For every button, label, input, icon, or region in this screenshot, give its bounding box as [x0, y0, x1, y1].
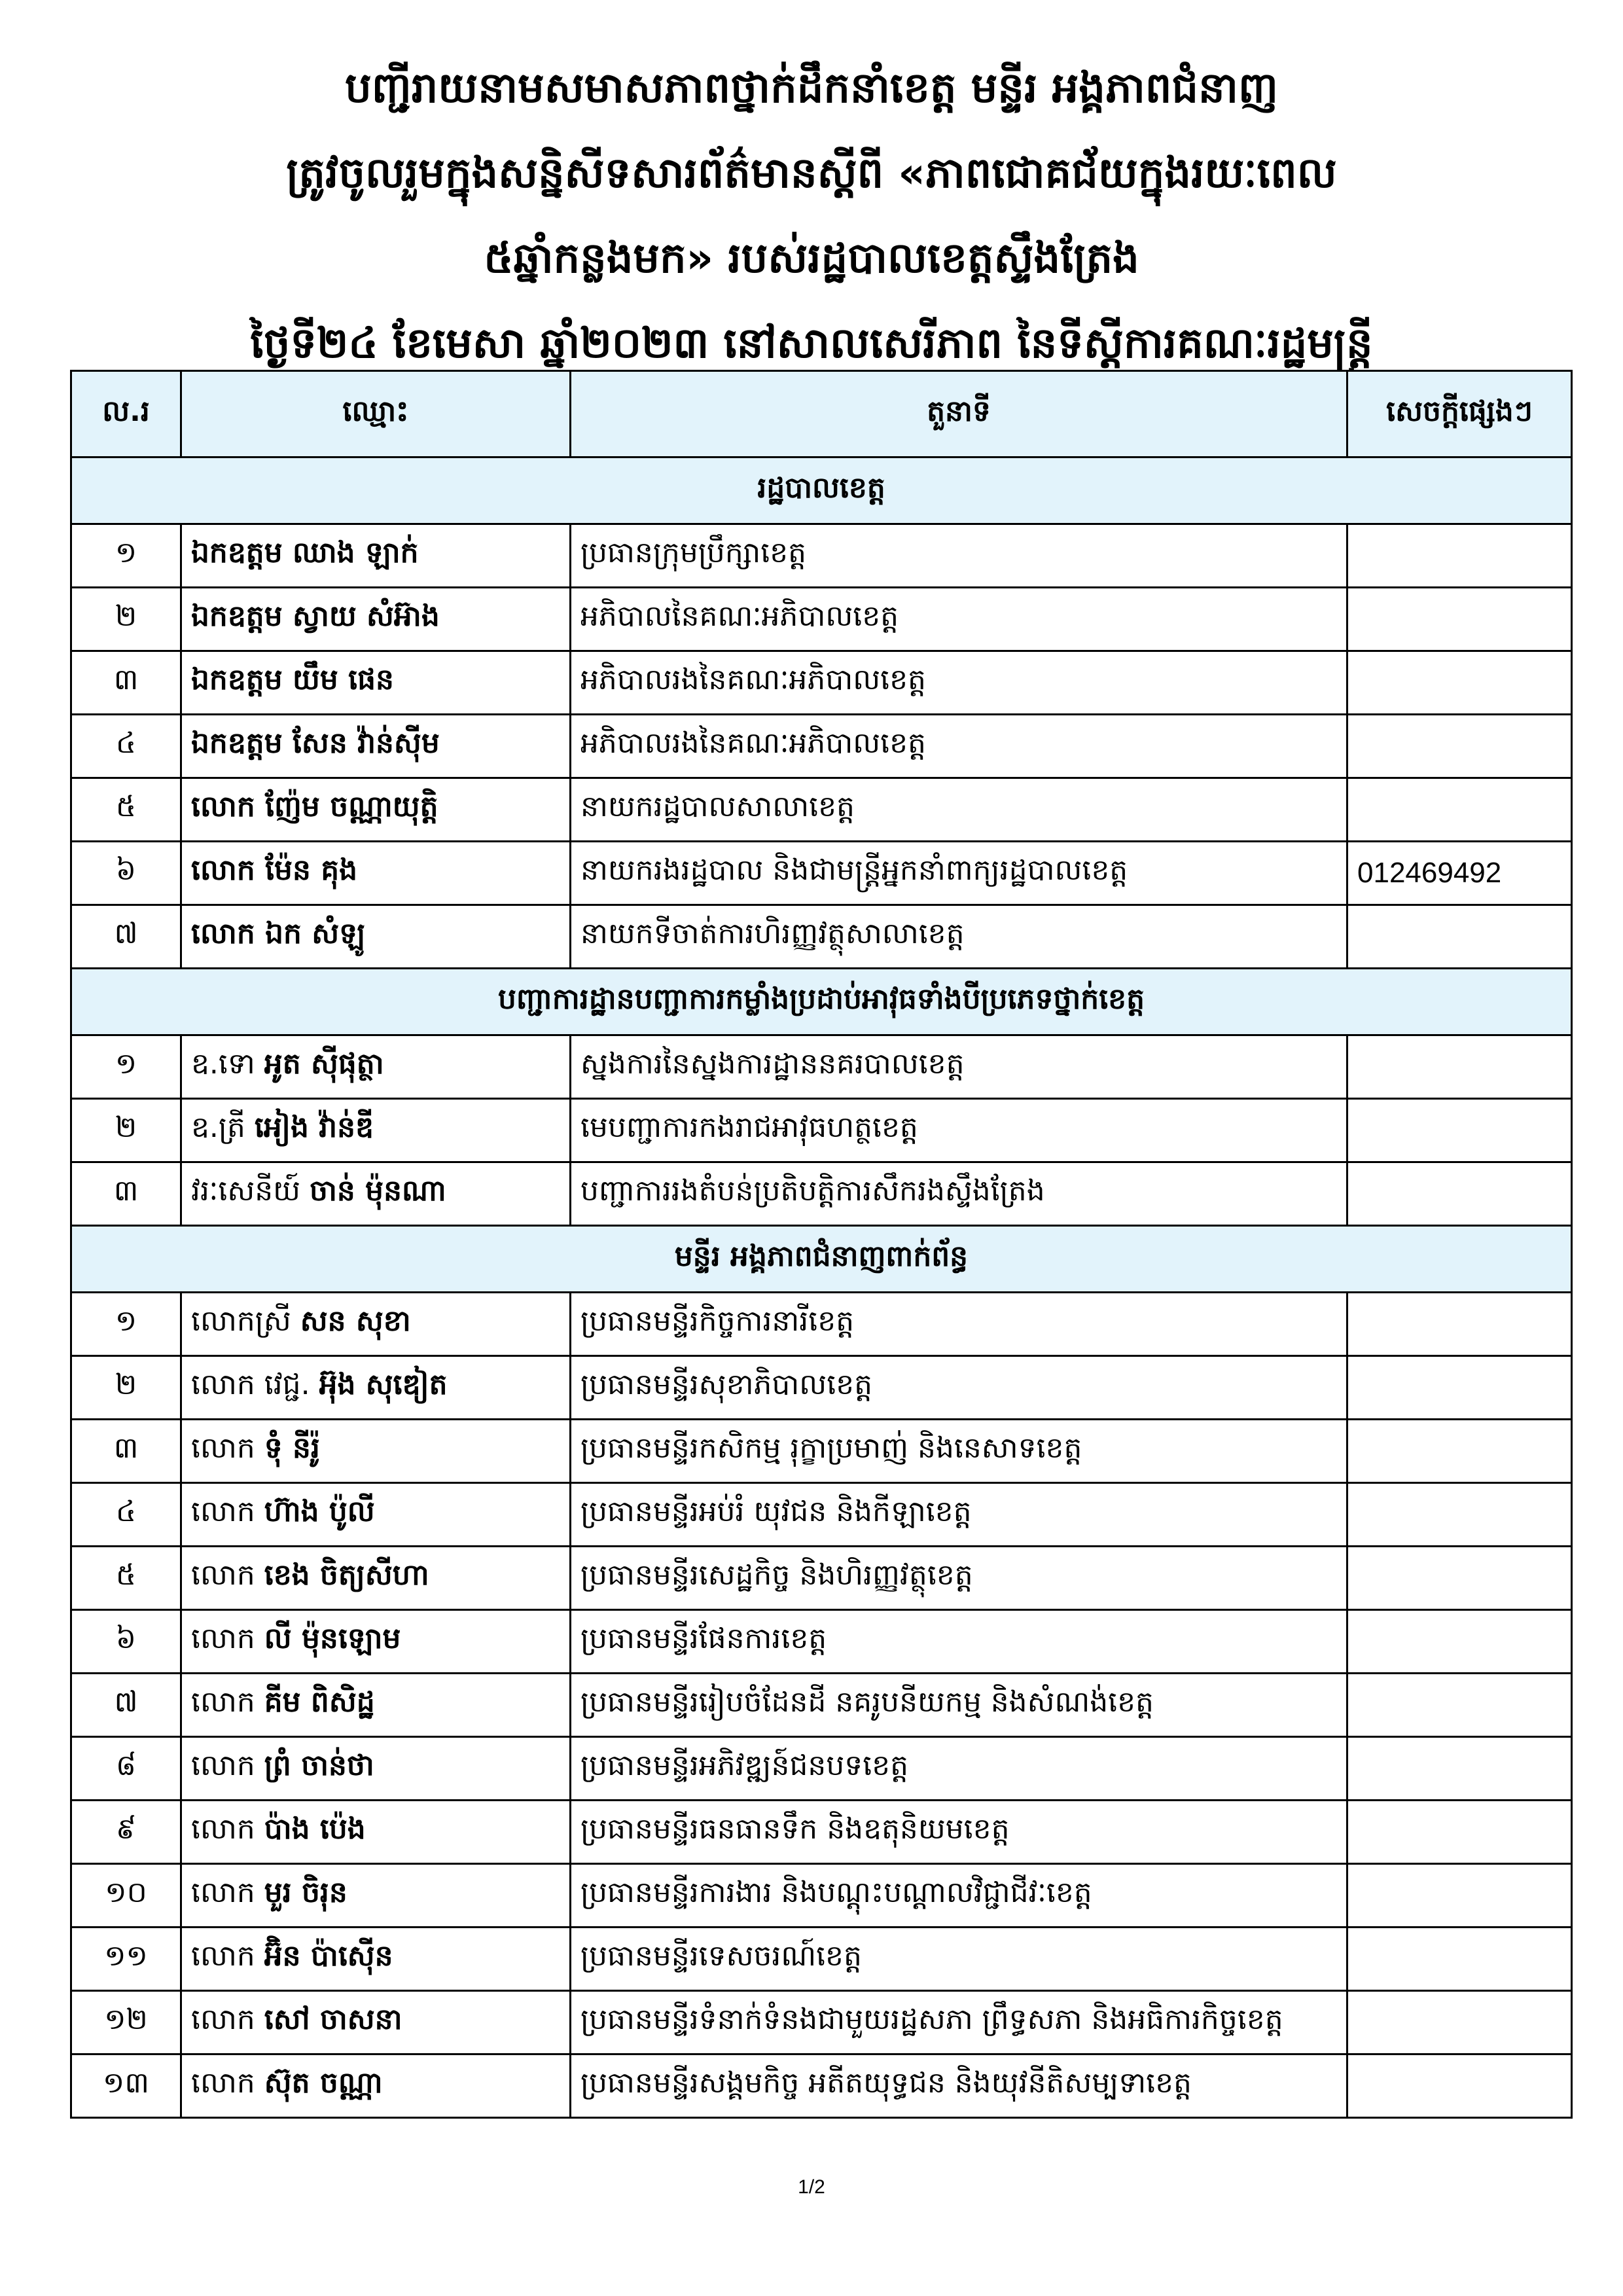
- table-row: [71, 1293, 1572, 1356]
- table-row: [71, 651, 1572, 715]
- row-number: ៣: [71, 1162, 181, 1226]
- name-prefix: លោក: [191, 1939, 264, 1973]
- attendee-name: ឯកឧត្តម យឹម ផេន: [191, 663, 394, 696]
- attendee-notes: [1347, 1864, 1572, 1928]
- name-prefix: លោក: [191, 1558, 264, 1592]
- name-prefix: លោក: [191, 1749, 264, 1782]
- attendee-notes: [1347, 1991, 1572, 2054]
- attendee-notes: [1347, 1420, 1572, 1483]
- row-number: ៣: [71, 1420, 181, 1483]
- attendee-role: អភិបាលនៃគណៈអភិបាលខេត្ត: [571, 588, 1347, 651]
- attendee-notes: [1347, 1162, 1572, 1226]
- table-row: [71, 588, 1572, 651]
- table-row: [71, 715, 1572, 778]
- page-number: 1/2: [798, 2176, 825, 2198]
- attendee-notes: [1347, 2054, 1572, 2118]
- attendee-notes: [1347, 778, 1572, 842]
- attendee-role: ប្រធានមន្ទីរអភិវឌ្ឍន៍ជនបទខេត្ត: [571, 1737, 1347, 1801]
- attendee-notes: [1347, 1483, 1572, 1547]
- row-number: ២: [71, 1099, 181, 1162]
- name-prefix: លោក: [191, 1431, 264, 1465]
- title-line-4: ថ្ងៃទី២៤ ខែមេសា ឆ្នាំ២០២៣ នៅសាលសេរីភាព នៃទីស្តីការគណៈរដ្ឋមន្ត្រី: [250, 319, 1373, 368]
- table-row: [71, 905, 1572, 969]
- attendee-name: ឯកឧត្តម ឈាង ឡាក់: [191, 536, 419, 569]
- attendee-role: ស្នងការនៃស្នងការដ្ឋាននគរបាលខេត្ត: [571, 1035, 1347, 1099]
- attendee-role: មេបញ្ជាការកងរាជអាវុធហត្ថខេត្ត: [571, 1099, 1347, 1162]
- attendee-notes: [1347, 524, 1572, 588]
- attendee-name-cell: [181, 1293, 571, 1356]
- name-prefix: ឧ.ទោ: [191, 1047, 264, 1081]
- title-line-1: បញ្ជីរាយនាមសមាសភាពថ្នាក់ដឹកនាំខេត្ត មន្ទីរ អង្គភាពជំនាញ: [345, 64, 1278, 113]
- attendee-role: ប្រធានមន្ទីរសុខាភិបាលខេត្ត: [571, 1356, 1347, 1420]
- title-line-3: ៥ឆ្នាំកន្លងមក» របស់រដ្ឋបាលខេត្តស្ទឹងត្រែង: [484, 234, 1139, 283]
- row-number: ៧: [71, 1674, 181, 1737]
- attendee-role: ប្រធានមន្ទីរកសិកម្ម រុក្ខាប្រមាញ់ និងនេសាទខេត្ត: [571, 1420, 1347, 1483]
- name-prefix: លោក វេជ្ជ.: [191, 1368, 319, 1401]
- attendee-name-cell: [181, 1035, 571, 1099]
- attendee-name: អ៊ុង សុឌៀត: [319, 1368, 448, 1401]
- attendee-notes: [1347, 1737, 1572, 1801]
- attendee-name: សន សុខា: [300, 1304, 411, 1338]
- table-row: [71, 1801, 1572, 1864]
- row-number: ១២: [71, 1991, 181, 2054]
- table-body: [71, 457, 1572, 2118]
- attendee-name: ទុំ នីរ៉ូ: [264, 1431, 320, 1465]
- attendee-name: ប៉ាង ប៉េង: [264, 1812, 366, 1846]
- attendee-notes: [1347, 651, 1572, 715]
- row-number: ៧: [71, 905, 181, 969]
- attendee-notes: [1347, 1801, 1572, 1864]
- attendee-role: ប្រធានមន្ទីររៀបចំដែនដី នគរូបនីយកម្ម និងសំណង់ខេត្ត: [571, 1674, 1347, 1737]
- row-number: ៦: [71, 842, 181, 905]
- attendee-role: នាយករងរដ្ឋបាល និងជាមន្ត្រីអ្នកនាំពាក្យរដ្ឋបាលខេត្ត: [571, 842, 1347, 905]
- attendee-name-cell: [181, 651, 571, 715]
- row-number: ៥: [71, 778, 181, 842]
- attendee-notes: [1347, 1293, 1572, 1356]
- table-row: [71, 1737, 1572, 1801]
- table-row: [71, 2054, 1572, 2118]
- name-prefix: លោក: [191, 1812, 264, 1846]
- attendee-name: អ៊ិន ប៉ាស៊ើន: [264, 1939, 393, 1973]
- attendee-notes: [1347, 715, 1572, 778]
- section-title: មន្ទីរ អង្គភាពជំនាញពាក់ព័ន្ធ: [71, 1226, 1572, 1293]
- table-row: [71, 1547, 1572, 1610]
- table-row: [71, 1483, 1572, 1547]
- table-row: [71, 1356, 1572, 1420]
- name-prefix: លោក: [191, 1495, 264, 1528]
- attendee-name-cell: [181, 524, 571, 588]
- attendee-notes: [1347, 1099, 1572, 1162]
- attendee-role: នាយករដ្ឋបាលសាលាខេត្ត: [571, 778, 1347, 842]
- row-number: ១: [71, 1293, 181, 1356]
- document-title: [39, 46, 1584, 386]
- section-row: [71, 457, 1572, 524]
- attendee-role: ប្រធានមន្ទីរកិច្ចការនារីខេត្ត: [571, 1293, 1347, 1356]
- attendee-role: ប្រធានមន្ទីរផែនការខេត្ត: [571, 1610, 1347, 1674]
- attendee-notes: [1347, 1356, 1572, 1420]
- attendee-name: ឯកឧត្តម សែន វ៉ាន់ស៊ីម: [191, 726, 440, 760]
- attendee-name: លោក ឯក សំឡូ: [191, 917, 365, 950]
- attendee-name-cell: [181, 1737, 571, 1801]
- attendee-notes: 012469492: [1347, 842, 1572, 905]
- row-number: ៥: [71, 1547, 181, 1610]
- table-row: [71, 1420, 1572, 1483]
- header-name: ឈ្មោះ: [181, 371, 571, 457]
- attendee-role: ប្រធានមន្ទីរធនធានទឹក និងឧតុនិយមខេត្ត: [571, 1801, 1347, 1864]
- section-row: [71, 969, 1572, 1035]
- attendee-table: [70, 370, 1573, 2119]
- attendee-name-cell: [181, 1801, 571, 1864]
- attendee-name: មួរ ចិរុន: [264, 1876, 348, 1909]
- table-row: [71, 1674, 1572, 1737]
- header-number: ល.រ: [71, 371, 181, 457]
- attendee-name-cell: [181, 1162, 571, 1226]
- attendee-name-cell: [181, 905, 571, 969]
- attendee-name: លោក ញ៉ែម ចណ្ណាយុត្តិ: [191, 790, 438, 823]
- attendee-notes: [1347, 1610, 1572, 1674]
- attendee-name-cell: [181, 1991, 571, 2054]
- header-notes: សេចក្តីផ្សេងៗ: [1347, 371, 1572, 457]
- table-row: [71, 778, 1572, 842]
- table-row: [71, 1610, 1572, 1674]
- row-number: ៨: [71, 1737, 181, 1801]
- attendee-notes: [1347, 1035, 1572, 1099]
- section-title: បញ្ជាការដ្ឋានបញ្ជាការកម្លាំងប្រដាប់អាវុធទាំងបីប្រភេទថ្នាក់ខេត្ត: [71, 969, 1572, 1035]
- row-number: ១៣: [71, 2054, 181, 2118]
- section-title: រដ្ឋបាលខេត្ត: [71, 457, 1572, 524]
- attendee-role: បញ្ជាការរងតំបន់ប្រតិបត្តិការសឹករងស្ទឹងត្រែង: [571, 1162, 1347, 1226]
- name-prefix: លោក: [191, 2066, 264, 2100]
- row-number: ៣: [71, 651, 181, 715]
- attendee-name: សៅ ចាសនា: [264, 2003, 402, 2036]
- attendee-name-cell: [181, 1864, 571, 1928]
- attendee-name: គីម ពិសិដ្ឋ: [264, 1685, 375, 1719]
- attendee-notes: [1347, 1674, 1572, 1737]
- attendee-name-cell: [181, 778, 571, 842]
- attendee-role: ប្រធានមន្ទីរសង្គមកិច្ច អតីតយុទ្ធជន និងយុវនីតិសម្បទាខេត្ត: [571, 2054, 1347, 2118]
- table-row: [71, 1928, 1572, 1991]
- attendee-role: អភិបាលរងនៃគណៈអភិបាលខេត្ត: [571, 651, 1347, 715]
- attendee-role: អភិបាលរងនៃគណៈអភិបាលខេត្ត: [571, 715, 1347, 778]
- attendee-role: ប្រធានមន្ទីរអប់រំ យុវជន និងកីឡាខេត្ត: [571, 1483, 1347, 1547]
- name-prefix: លោក: [191, 1685, 264, 1719]
- attendee-name: លោក ម៉ែន គុង: [191, 853, 358, 887]
- attendee-notes: [1347, 1547, 1572, 1610]
- attendee-notes: [1347, 1928, 1572, 1991]
- attendee-name: ព្រំ ចាន់ថា: [264, 1749, 374, 1782]
- attendee-notes: [1347, 905, 1572, 969]
- attendee-role: ប្រធានមន្ទីរសេដ្ឋកិច្ច និងហិរញ្ញវត្ថុខេត្ត: [571, 1547, 1347, 1610]
- table-row: [71, 1035, 1572, 1099]
- table-row: [71, 1991, 1572, 2054]
- header-role: តួនាទី: [571, 371, 1347, 457]
- row-number: ៤: [71, 1483, 181, 1547]
- attendee-name-cell: [181, 2054, 571, 2118]
- attendee-name: ឯកឧត្តម ស្វាយ សំអ៊ាង: [191, 600, 440, 633]
- row-number: ១០: [71, 1864, 181, 1928]
- name-prefix: លោក: [191, 1622, 264, 1655]
- name-prefix: ឧ.ត្រី: [191, 1111, 255, 1144]
- attendee-name-cell: [181, 1483, 571, 1547]
- row-number: ១១: [71, 1928, 181, 1991]
- attendee-role: នាយកទីចាត់ការហិរញ្ញវត្ថុសាលាខេត្ត: [571, 905, 1347, 969]
- title-line-2: ត្រូវចូលរួមក្នុងសន្និសីទសារព័ត៌មានស្តីពី «ភាពជោគជ័យក្នុងរយៈពេល: [286, 149, 1337, 198]
- name-prefix: វរៈសេនីយ៍: [191, 1174, 310, 1208]
- table-header-row: [71, 371, 1572, 457]
- attendee-notes: [1347, 588, 1572, 651]
- row-number: ៤: [71, 715, 181, 778]
- attendee-name: លី ម៉ុនឡោម: [264, 1622, 401, 1655]
- attendee-name-cell: [181, 1099, 571, 1162]
- attendee-role: ប្រធានមន្ទីរការងារ និងបណ្តុះបណ្តាលវិជ្ជាជីវៈខេត្ត: [571, 1864, 1347, 1928]
- table-row: [71, 524, 1572, 588]
- table-row: [71, 1864, 1572, 1928]
- attendee-name: ស៊ុត ចណ្ណា: [264, 2066, 383, 2100]
- table-row: [71, 1099, 1572, 1162]
- name-prefix: លោក: [191, 1876, 264, 1909]
- attendee-name-cell: [181, 1674, 571, 1737]
- section-row: [71, 1226, 1572, 1293]
- table-row: [71, 842, 1572, 905]
- row-number: ២: [71, 1356, 181, 1420]
- attendee-name-cell: [181, 588, 571, 651]
- name-prefix: លោកស្រី: [191, 1304, 300, 1338]
- attendee-name-cell: [181, 715, 571, 778]
- attendee-name-cell: [181, 1928, 571, 1991]
- attendee-name-cell: [181, 1356, 571, 1420]
- attendee-name: ហ៊ាង ប៉ូលី: [264, 1495, 375, 1528]
- name-prefix: លោក: [191, 2003, 264, 2036]
- attendee-name: ខេង ចិត្យសីហា: [264, 1558, 429, 1592]
- attendee-name-cell: [181, 1610, 571, 1674]
- attendee-name: អូត ស៊ីផុត្ថា: [264, 1047, 384, 1081]
- attendee-name: ចាន់ ម៉ុនណា: [310, 1174, 446, 1208]
- row-number: ១: [71, 1035, 181, 1099]
- attendee-name: អៀង វ៉ាន់ឌី: [254, 1111, 374, 1144]
- table-row: [71, 1162, 1572, 1226]
- row-number: ៦: [71, 1610, 181, 1674]
- attendee-role: ប្រធានមន្ទីរទំនាក់ទំនងជាមួយរដ្ឋសភា ព្រឹទ្ធសភា និងអធិការកិច្ចខេត្ត: [571, 1991, 1347, 2054]
- attendee-role: ប្រធានក្រុមប្រឹក្សាខេត្ត: [571, 524, 1347, 588]
- row-number: ២: [71, 588, 181, 651]
- attendee-name-cell: [181, 842, 571, 905]
- row-number: ៩: [71, 1801, 181, 1864]
- attendee-name-cell: [181, 1547, 571, 1610]
- row-number: ១: [71, 524, 181, 588]
- attendee-role: ប្រធានមន្ទីរទេសចរណ៍ខេត្ត: [571, 1928, 1347, 1991]
- attendee-name-cell: [181, 1420, 571, 1483]
